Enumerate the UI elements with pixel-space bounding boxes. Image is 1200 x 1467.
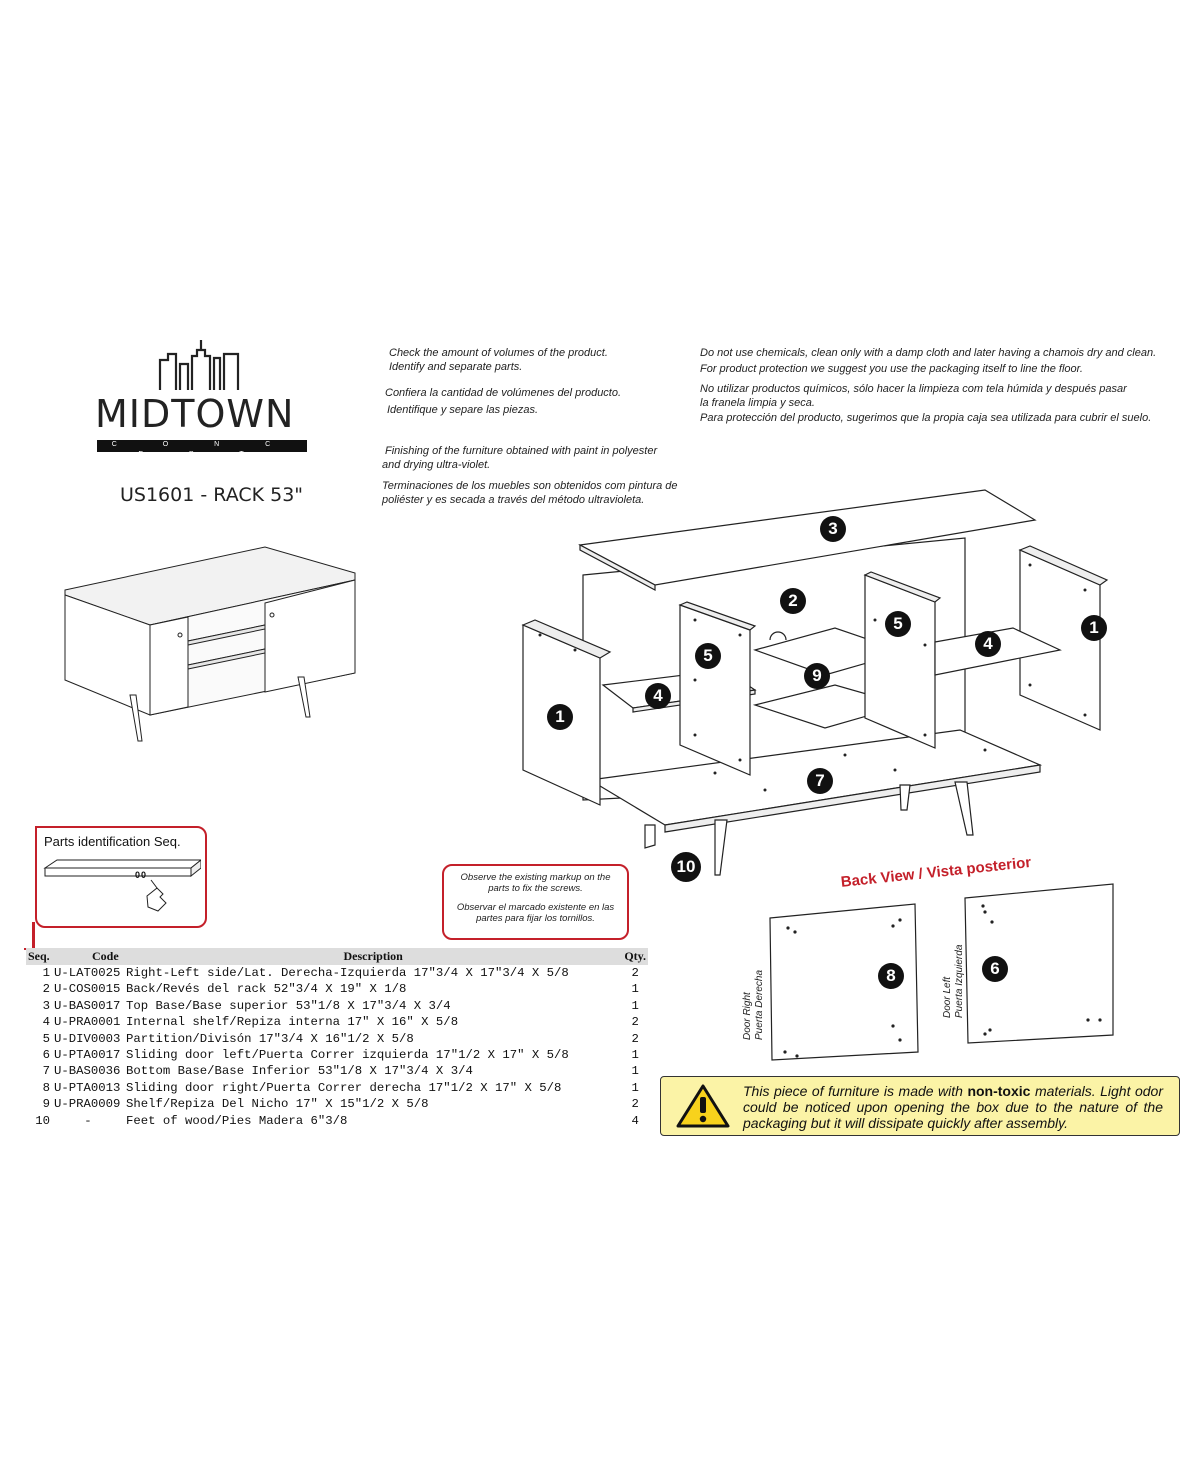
part-badge-1-right: 1	[1081, 615, 1107, 641]
parts-table	[26, 948, 648, 1129]
screw-note-box	[442, 864, 629, 940]
finish-en-1: Finishing of the furniture obtained with paint in polyester	[385, 445, 658, 457]
part-badge-10: 10	[671, 852, 701, 882]
part-badge-2: 2	[780, 588, 806, 614]
door-right-label-es: Puerta Derecha	[754, 969, 765, 1040]
part-badge-5-left: 5	[695, 643, 721, 669]
cleaning-note	[700, 346, 1190, 425]
parts-identification-box	[35, 826, 207, 928]
table-row: 10 - Feet of wood/Pies Madera 6"3/8 4	[35, 1113, 639, 1128]
warning-text-after: materials. Light odor could be noticed upon opening the box due to the nature of the packaging but it will dissipate quickly after assembly.	[743, 1083, 1163, 1131]
clean-en-2: For product protection we suggest you use the packaging itself to line the floor.	[700, 363, 1083, 375]
clean-en-1: Do not use chemicals, clean only with a damp cloth and later having a chamois dry and clean.	[700, 347, 1157, 359]
part-badge-9: 9	[804, 663, 830, 689]
back-view-title: Back View / Vista posterior	[840, 854, 1032, 891]
part-badge-8: 8	[878, 963, 904, 989]
header-qty: Qty.	[624, 949, 646, 963]
panel-marker-label: 00	[135, 870, 148, 880]
exploded-assembly-diagram	[515, 480, 1115, 900]
header-description: Description	[124, 948, 622, 965]
finish-es-1: Terminaciones de los muebles son obtenidos com pintura de	[382, 480, 678, 492]
screw-note-en-2: parts to fix the screws.	[488, 883, 583, 894]
header-seq: Seq.	[26, 948, 52, 965]
part-badge-3: 3	[820, 516, 846, 542]
finish-en-2: and drying ultra-violet.	[382, 459, 491, 471]
door-right-label-en: Door Right	[742, 992, 753, 1040]
part-badge-7: 7	[807, 768, 833, 794]
table-row: 8 U-PTA0013 Sliding door right/Puerta Correr derecha 17"1/2 X 17" X 5/8 1	[42, 1080, 639, 1095]
finish-es-2: poliéster y es secada a través del método ultravioleta.	[382, 494, 645, 506]
screw-note-es-2: partes para fijar los tornillos.	[476, 913, 595, 924]
table-row: 3 U-BAS0017 Top Base/Base superior 53"1/8 X 17"3/4 X 3/4 1	[42, 998, 639, 1013]
brand-tagline: C O N C E P T	[97, 440, 307, 452]
warning-box	[660, 1076, 1180, 1136]
table-row: 2 U-COS0015 Back/Revés del rack 52"3/4 X 19" X 1/8 1	[42, 982, 639, 997]
model-title: US1601 - RACK 53"	[120, 484, 304, 506]
table-row: 1 U-LAT0025 Right-Left side/Lat. Derecha-Izquierda 17"3/4 X 17"3/4 X 5/8 2	[42, 966, 639, 980]
parts-identification-title: Parts identification Seq.	[44, 834, 181, 849]
table-row: 5 U-DIV0003 Partition/Divisón 17"3/4 X 16"1/2 X 5/8 2	[42, 1031, 639, 1046]
part-badge-4-left: 4	[645, 683, 671, 709]
skyline-logo-icon	[158, 336, 242, 392]
table-row: 4 U-PRA0001 Internal shelf/Repiza interna 17" X 16" X 5/8 2	[42, 1015, 639, 1030]
warning-text-before: This piece of furniture is made with	[743, 1083, 968, 1099]
door-left-label-es: Puerta Izquierda	[954, 944, 965, 1018]
header-code: Code	[52, 948, 124, 965]
door-left-label-en: Door Left	[942, 976, 953, 1018]
part-badge-6: 6	[982, 956, 1008, 982]
screw-note-en-1: Observe the existing markup on the	[460, 872, 611, 883]
clean-es-3: Para protección del producto, sugerimos que la propia caja sea utilizada para cubrir el suelo.	[700, 412, 1152, 424]
warning-text	[743, 1083, 1163, 1131]
door-left-label	[942, 945, 966, 1018]
check-es-2: Identifique y separe las piezas.	[387, 404, 539, 416]
panel-marker-illustration	[41, 856, 201, 926]
part-badge-1-left: 1	[547, 704, 573, 730]
warning-text-bold: non-toxic	[967, 1083, 1031, 1099]
clean-es-2: la franela limpia y seca.	[700, 397, 815, 409]
table-row: 7 U-BAS0036 Bottom Base/Base Inferior 53"1/8 X 17"3/4 X 3/4 1	[42, 1064, 639, 1079]
part-badge-5-right: 5	[885, 611, 911, 637]
brand-name: MIDTOWN	[95, 392, 295, 436]
back-view-doors	[740, 880, 1120, 1070]
table-row: 6 U-PTA0017 Sliding door left/Puerta Correr izquierda 17"1/2 X 17" X 5/8 1	[42, 1048, 639, 1063]
table-row: 9 U-PRA0009 Shelf/Repiza Del Nicho 17" X 15"1/2 X 5/8 2	[42, 1097, 639, 1112]
warning-icon	[675, 1083, 731, 1129]
assembled-rack-illustration	[60, 545, 360, 745]
clean-es-1: No utilizar productos químicos, sólo hacer la limpieza com tela húmida y después pasar	[700, 383, 1127, 395]
check-es-1: Confiera la cantidad de volúmenes del producto.	[385, 387, 622, 399]
parts-table-header	[26, 948, 648, 965]
check-note	[385, 346, 685, 417]
part-badge-4-right: 4	[975, 631, 1001, 657]
door-right-label	[742, 970, 766, 1040]
check-en-2: Identify and separate parts.	[389, 361, 523, 373]
screw-note-es-1: Observar el marcado existente en las	[456, 902, 615, 913]
check-en-1: Check the amount of volumes of the product.	[389, 347, 608, 359]
